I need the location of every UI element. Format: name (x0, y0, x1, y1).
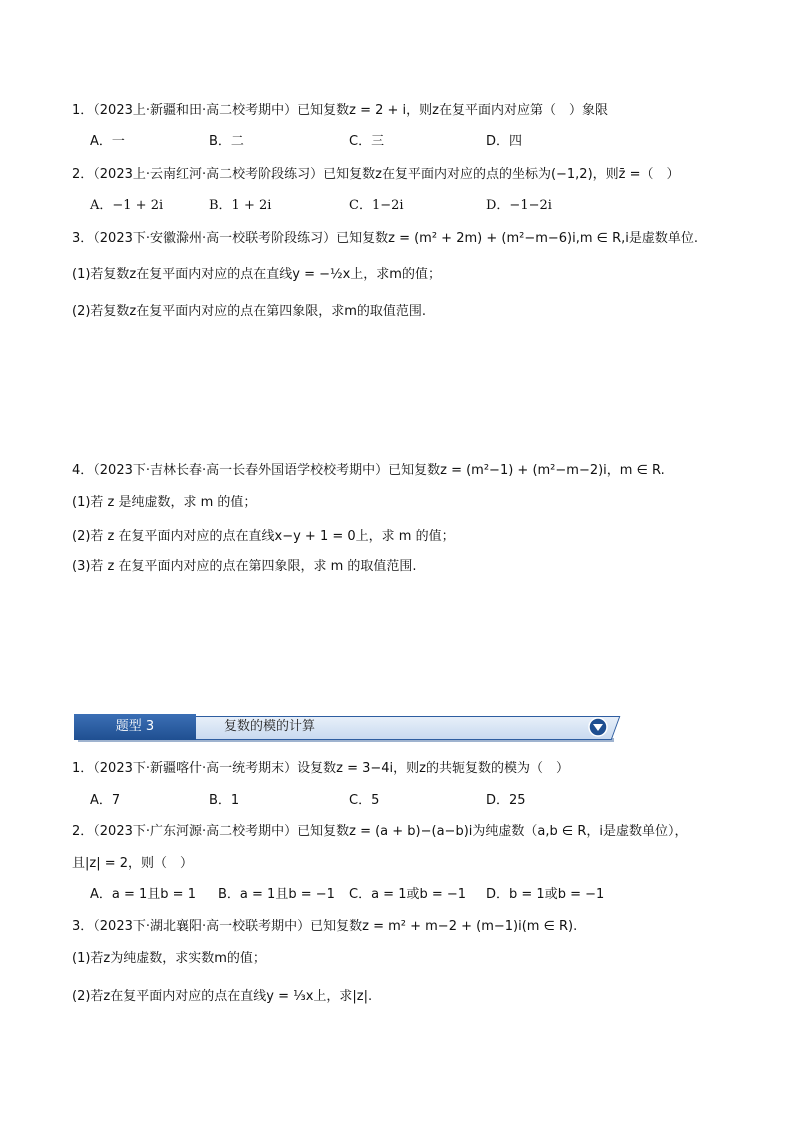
b2-q1-stem: 1．（2023下·新疆喀什·高一统考期末）设复数z = 3−4i，则z的共轭复数的模为（ ） (72, 761, 569, 776)
q1-option-d: D．四 (486, 134, 523, 149)
b2-q1-option-c: C．5 (349, 793, 380, 808)
q2-option-b: B．1 + 2i (209, 198, 272, 213)
b2-q2-option-b: B．a = 1且b = −1 (218, 887, 335, 902)
q3-part-2: (2)若复数z在复平面内对应的点在第四象限，求m的取值范围. (72, 304, 427, 319)
q3-part-1: (1)若复数z在复平面内对应的点在直线y = −½x上，求m的值； (72, 267, 441, 282)
b2-q2-option-c: C．a = 1或b = −1 (349, 887, 467, 902)
q1-stem: 1．（2023上·新疆和田·高二校考期中）已知复数z = 2 + i，则z在复平面内对应第（ ）象限 (72, 103, 608, 118)
q4-part-3: (3)若 z 在复平面内对应的点在第四象限，求 m 的取值范围. (72, 559, 417, 574)
b2-q2-option-a: A．a = 1且b = 1 (90, 887, 196, 902)
q4-part-2: (2)若 z 在复平面内对应的点在直线x−y + 1 = 0上，求 m 的值； (72, 529, 455, 544)
b2-q2-stem-continued: 且|z| = 2，则（ ） (72, 856, 194, 871)
q2-stem: 2．（2023上·云南红河·高二校考阶段练习）已知复数z在复平面内对应的点的坐标为(−1,2)，则z̄ =（ ） (72, 167, 680, 182)
b2-q3-part-2: (2)若z在复平面内对应的点在直线y = ⅓x上，求|z|. (72, 989, 373, 1004)
q4-stem: 4．（2023下·吉林长春·高一长春外国语学校校考期中）已知复数z = (m²−1) + (m²−m−2)i，m ∈ R. (72, 463, 665, 478)
q1-option-b: B．二 (209, 134, 244, 149)
b2-q3-part-1: (1)若z为纯虚数，求实数m的值； (72, 951, 266, 966)
b2-q2-option-d: D．b = 1或b = −1 (486, 887, 605, 902)
section-banner (74, 714, 614, 740)
b2-q3-stem: 3．（2023下·湖北襄阳·高一校联考期中）已知复数z = m² + m−2 + (m−1)i(m ∈ R). (72, 919, 578, 934)
q2-option-a: A．−1 + 2i (90, 198, 164, 213)
b2-q1-option-d: D．25 (486, 793, 526, 808)
banner-label: 题型 3 (74, 714, 196, 740)
chevron-down-icon[interactable] (588, 717, 608, 737)
b2-q1-option-a: A．7 (90, 793, 121, 808)
q4-part-1: (1)若 z 是纯虚数，求 m 的值； (72, 495, 257, 510)
q1-option-c: C．三 (349, 134, 385, 149)
q3-stem: 3．（2023下·安徽滁州·高一校联考阶段练习）已知复数z = (m² + 2m) + (m²−m−6)i,m ∈ R,i是虚数单位. (72, 231, 699, 246)
q2-option-d: D．−1−2i (486, 198, 552, 213)
b2-q1-option-b: B．1 (209, 793, 240, 808)
b2-q2-stem: 2．（2023下·广东河源·高二校考期中）已知复数z = (a + b)−(a−b)i为纯虚数（a,b ∈ R，i是虚数单位）， (72, 824, 688, 839)
q2-option-c: C．1−2i (349, 198, 404, 213)
banner-title: 复数的模的计算 (224, 719, 316, 734)
q1-option-a: A．一 (90, 134, 125, 149)
